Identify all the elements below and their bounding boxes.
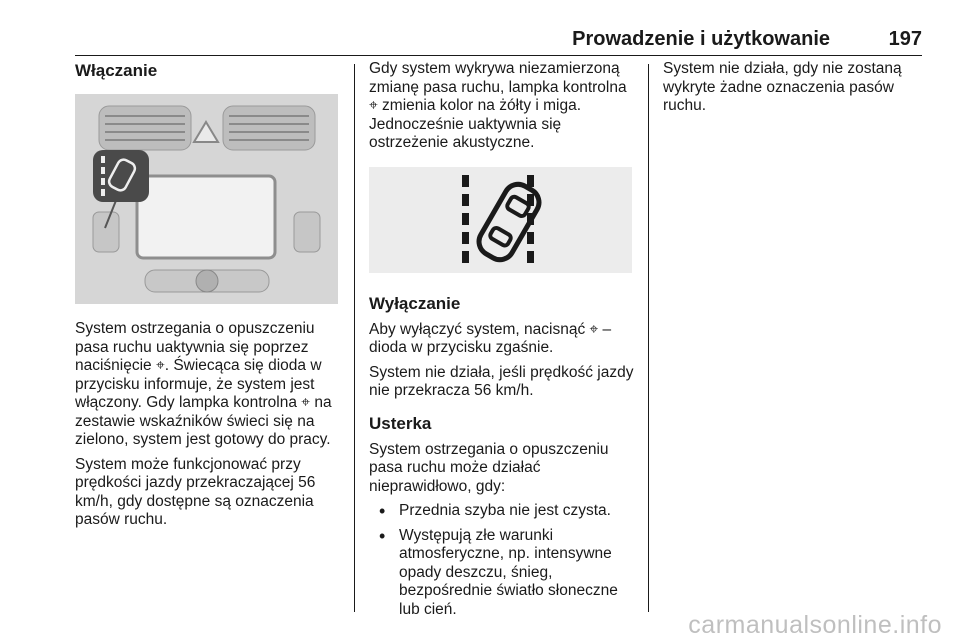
paragraph: Aby wyłączyć system, nacisnąć ⌖ – dioda w przycisku zgaśnie. (369, 320, 612, 356)
watermark: carmanualsonline.info (688, 611, 942, 639)
heading-on: Włączanie (75, 61, 158, 80)
page-number: 197 (888, 28, 922, 50)
page-title: Prowadzenie i użytkowanie (572, 28, 830, 50)
column-1 (75, 60, 341, 536)
header-rule (75, 55, 922, 56)
paragraph: System nie działa, gdy nie zostaną wykryte żadne oznaczenia pasów ruchu. (663, 60, 902, 114)
list-item: • Przednia szyba nie jest czysta. (369, 502, 635, 521)
paragraph: System nie działa, jeśli prędkość jazdy nie przekracza 56 km/h. (369, 363, 634, 399)
dashboard-photo-icon (75, 94, 338, 304)
page-header (0, 28, 922, 56)
paragraph: System może funkcjonować przy prędkości jazdy przekraczającej 56 km/h, gdy dostępne są oznaczenia pasów ruchu. (75, 455, 316, 528)
list-item: • Występują złe warunki atmosferyczne, np. intensywne opady deszczu, śnieg, bezpośrednie światło słoneczne lub cień. (369, 527, 635, 620)
paragraph: System ostrzegania o opuszczeniu pasa ruchu może działać nieprawidłowo, gdy: (369, 440, 609, 495)
paragraph: System ostrzegania o opuszczeniu pasa ruchu uaktywnia się poprzez naciśnięcie ⌖. Świecąca się dioda w przycisku informuje, że system jest włączony. Gdy lampka kontrolna ⌖ na zestawie wskaźników świeci się na zielono, system jest gotowy do pracy. (75, 320, 332, 448)
heading-fault: Usterka (369, 413, 432, 433)
bullet-list (369, 502, 635, 619)
column-3 (663, 60, 925, 122)
column-2 (369, 60, 635, 625)
paragraph: Gdy system wykrywa niezamierzoną zmianę pasa ruchu, lampka kontrolna ⌖ zmienia kolor na żółty i miga. Jednocześnie uaktywnia się ostrzeżenie akustyczne. (369, 60, 627, 151)
column-divider (354, 64, 355, 612)
lane-departure-icon (369, 167, 632, 273)
heading-off: Wyłączanie (369, 293, 461, 313)
column-divider (648, 64, 649, 612)
